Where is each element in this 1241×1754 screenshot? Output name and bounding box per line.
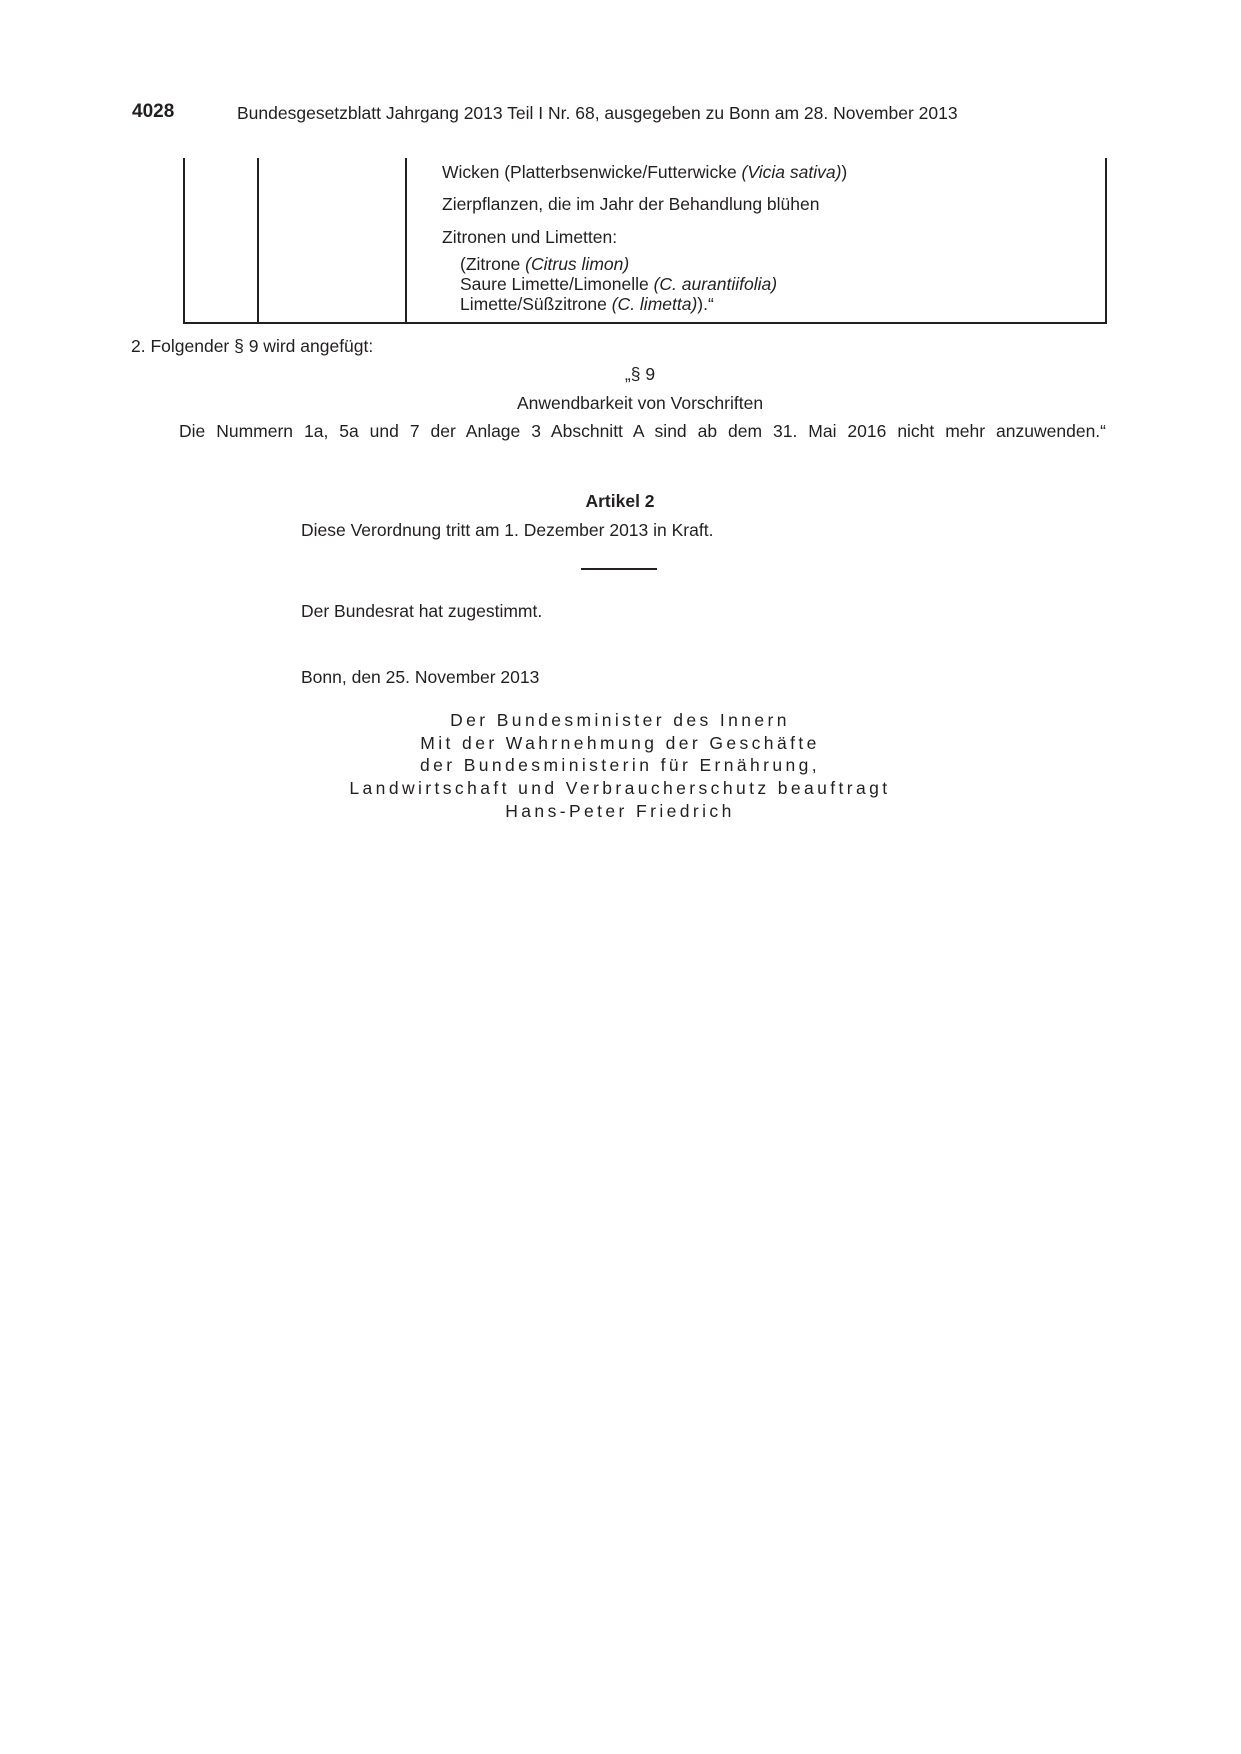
table-subrow-limette (460, 294, 714, 315)
table-column-divider-2 (405, 158, 407, 322)
table-row-wicken (442, 162, 847, 183)
signature-line: Mit der Wahrnehmung der Geschäfte (420, 733, 820, 753)
amendment-item: 2. Folgender § 9 wird angefügt: (131, 336, 374, 356)
signature-line: der Bundesministerin für Ernährung, (419, 755, 821, 775)
subrow-limette-text: Limette/Süßzitrone (460, 294, 612, 314)
subrow-saure-limette-text: Saure Limette/Limonelle (460, 274, 654, 294)
running-head: Bundesgesetzblatt Jahrgang 2013 Teil I Nr. 68, ausgegeben zu Bonn am 28. November 2013 (237, 103, 958, 123)
section-title: Anwendbarkeit von Vorschriften (516, 393, 764, 413)
section-text: Die Nummern 1a, 5a und 7 der Anlage 3 Abschnitt A sind ab dem 31. Mai 2016 nicht mehr anzuwenden.“ (179, 421, 1106, 441)
table-subrow-zitrone (460, 254, 629, 275)
section-number: „§ 9 (624, 364, 656, 384)
table-subrow-saure-limette (460, 274, 777, 295)
subrow-zitrone-latin: (Citrus limon) (525, 254, 630, 274)
consent-note: Der Bundesrat hat zugestimmt. (301, 601, 543, 621)
subrow-saure-limette-latin: (C. aurantiifolia) (653, 274, 778, 294)
subrow-limette-latin: (C. limetta) (611, 294, 698, 314)
table-column-divider-1 (257, 158, 259, 322)
row-wicken-suffix: ) (841, 162, 848, 182)
signature-line: Der Bundesminister des Innern (450, 710, 790, 730)
signature-line: Landwirtschaft und Verbraucherschutz beauftragt (349, 778, 891, 798)
separator-rule (581, 568, 657, 570)
row-wicken-latin: (Vicia sativa) (741, 162, 842, 182)
table-row-zitronen: Zitronen und Limetten: (442, 227, 618, 247)
page-number: 4028 (132, 101, 175, 122)
signatory-name: Hans-Peter Friedrich (505, 801, 735, 821)
row-wicken-text: Wicken (Platterbsenwicke/Futterwicke (442, 162, 742, 182)
table-row-zierpflanzen: Zierpflanzen, die im Jahr der Behandlung blühen (442, 194, 820, 214)
subrow-limette-suffix: ).“ (697, 294, 714, 314)
place-date: Bonn, den 25. November 2013 (301, 667, 540, 687)
article-text: Diese Verordnung tritt am 1. Dezember 2013 in Kraft. (301, 520, 714, 540)
subrow-zitrone-text: (Zitrone (460, 254, 526, 274)
article-heading: Artikel 2 (585, 491, 655, 511)
